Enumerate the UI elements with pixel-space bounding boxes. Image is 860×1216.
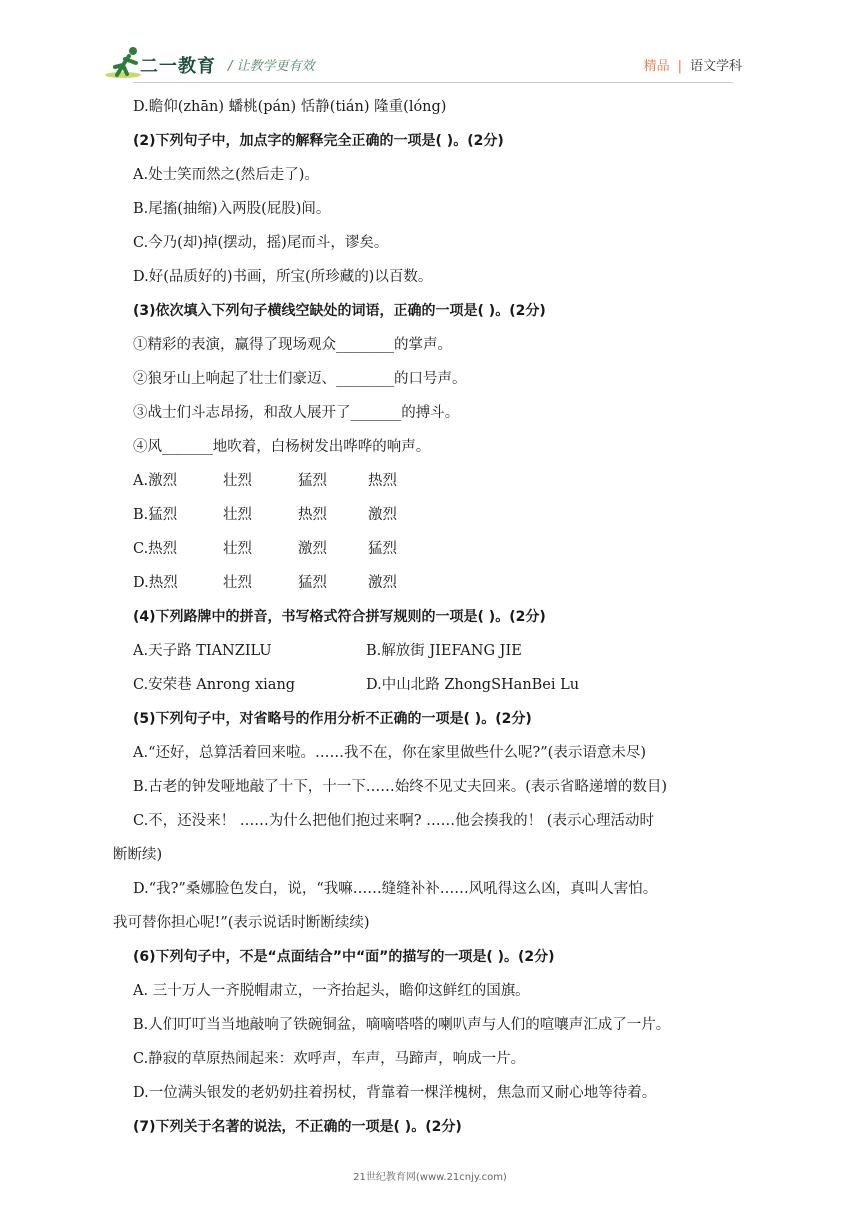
option-row-d	[133, 566, 773, 600]
option-word: 猛烈	[298, 575, 327, 591]
option-line: B.尾搐(抽缩)入两股(屁股)间。	[133, 201, 331, 217]
document-body	[113, 90, 773, 1144]
option-word: 壮烈	[223, 575, 252, 591]
option-line: A. 三十万人一齐脱帽肃立，一齐抬起头，瞻仰这鲜红的国旗。	[133, 983, 530, 999]
option-word: 猛烈	[298, 473, 327, 489]
option-row	[133, 634, 773, 668]
option-line: D.“我?”桑娜脸色发白，说，“我嘛……缝缝补补……风吼得这么凶，真叫人害怕。	[133, 881, 658, 897]
option-word: A.激烈	[133, 473, 178, 489]
option-line: B.古老的钟发哑地敲了十下，十一下……始终不见丈夫回来。(表示省略递增的数目)	[133, 779, 668, 795]
option-word: D.热烈	[133, 575, 178, 591]
separator: |	[677, 59, 682, 74]
option-word: 激烈	[368, 507, 397, 523]
page-footer: 21世纪教育网(www.21cnjy.com)	[353, 1172, 507, 1183]
option-word: 壮烈	[223, 473, 252, 489]
option-row-a	[133, 464, 773, 498]
option-b: B.解放街 JIEFANG JIE	[366, 643, 522, 659]
question-7: (7)下列关于名著的说法，不正确的一项是( )。(2分)	[133, 1119, 462, 1135]
option-a: A.天子路 TIANZILU	[133, 643, 272, 659]
page-header	[0, 0, 860, 90]
sentence-line: ④风_______地吹着，白杨树发出哗哗的响声。	[133, 439, 431, 455]
sentence-line: ②狼牙山上响起了壮士们豪迈、________的口号声。	[133, 371, 467, 387]
option-line: D.好(品质好的)书画，所宝(所珍藏的)以百数。	[133, 269, 433, 285]
subject-label	[644, 55, 742, 74]
question-2: (2)下列句子中，加点字的解释完全正确的一项是( )。(2分)	[133, 133, 504, 149]
slogan: / 让教学更有效	[228, 59, 315, 74]
option-word: 热烈	[298, 507, 327, 523]
option-word: 壮烈	[223, 507, 252, 523]
option-line: C.不，还没来！ ……为什么把他们抱过来啊? ……他会揍我的！ (表示心理活动时	[133, 813, 654, 829]
option-line: D.瞻仰(zhān) 蟠桃(pán) 恬静(tián) 隆重(lóng)	[133, 99, 447, 115]
option-line: C.今乃(却)掉(摆动，摇)尾而斗，谬矣。	[133, 235, 389, 251]
option-line: B.人们叮叮当当地敲响了铁碗铜盆，嘀嘀嗒嗒的喇叭声与人们的喧嚷声汇成了一片。	[133, 1017, 671, 1033]
option-word: 热烈	[368, 473, 397, 489]
option-line-cont: 断断续)	[113, 847, 163, 863]
option-line-cont: 我可替你担心呢!”(表示说话时断断续续)	[113, 915, 370, 931]
option-c: C.安荣巷 Anrong xiang	[133, 677, 296, 693]
option-word: C.热烈	[133, 541, 178, 557]
option-word: 壮烈	[223, 541, 252, 557]
sentence-line: ③战士们斗志昂扬，和敌人展开了_______的搏斗。	[133, 405, 460, 421]
option-word: B.猛烈	[133, 507, 178, 523]
option-word: 猛烈	[368, 541, 397, 557]
question-5: (5)下列句子中，对省略号的作用分析不正确的一项是( )。(2分)	[133, 711, 532, 727]
logo-text: 二一教育	[140, 56, 216, 77]
option-word: 激烈	[298, 541, 327, 557]
option-row	[133, 668, 773, 702]
option-word: 激烈	[368, 575, 397, 591]
option-line: A.“还好，总算活着回来啦。……我不在，你在家里做些什么呢?”(表示语意未尽)	[133, 745, 646, 761]
option-row-b	[133, 498, 773, 532]
sentence-line: ①精彩的表演，赢得了现场观众________的掌声。	[133, 337, 452, 353]
option-d: D.中山北路 ZhongSHanBei Lu	[366, 677, 580, 693]
option-line: A.处士笑而然之(然后走了)。	[133, 167, 319, 183]
subject-name: 语文学科	[689, 59, 742, 74]
option-line: C.静寂的草原热闹起来：欢呼声，车声，马蹄声，响成一片。	[133, 1051, 526, 1067]
premium-label: 精品	[643, 59, 670, 74]
question-3: (3)依次填入下列句子横线空缺处的词语，正确的一项是( )。(2分)	[133, 303, 546, 319]
option-line: D.一位满头银发的老奶奶拄着拐杖，背靠着一棵洋槐树，焦急而又耐心地等待着。	[133, 1085, 657, 1101]
header-divider	[133, 82, 733, 83]
option-row-c	[133, 532, 773, 566]
question-4: (4)下列路牌中的拼音，书写格式符合拼写规则的一项是( )。(2分)	[133, 609, 546, 625]
question-6: (6)下列句子中，不是“点面结合”中“面”的描写的一项是( )。(2分)	[133, 949, 555, 965]
